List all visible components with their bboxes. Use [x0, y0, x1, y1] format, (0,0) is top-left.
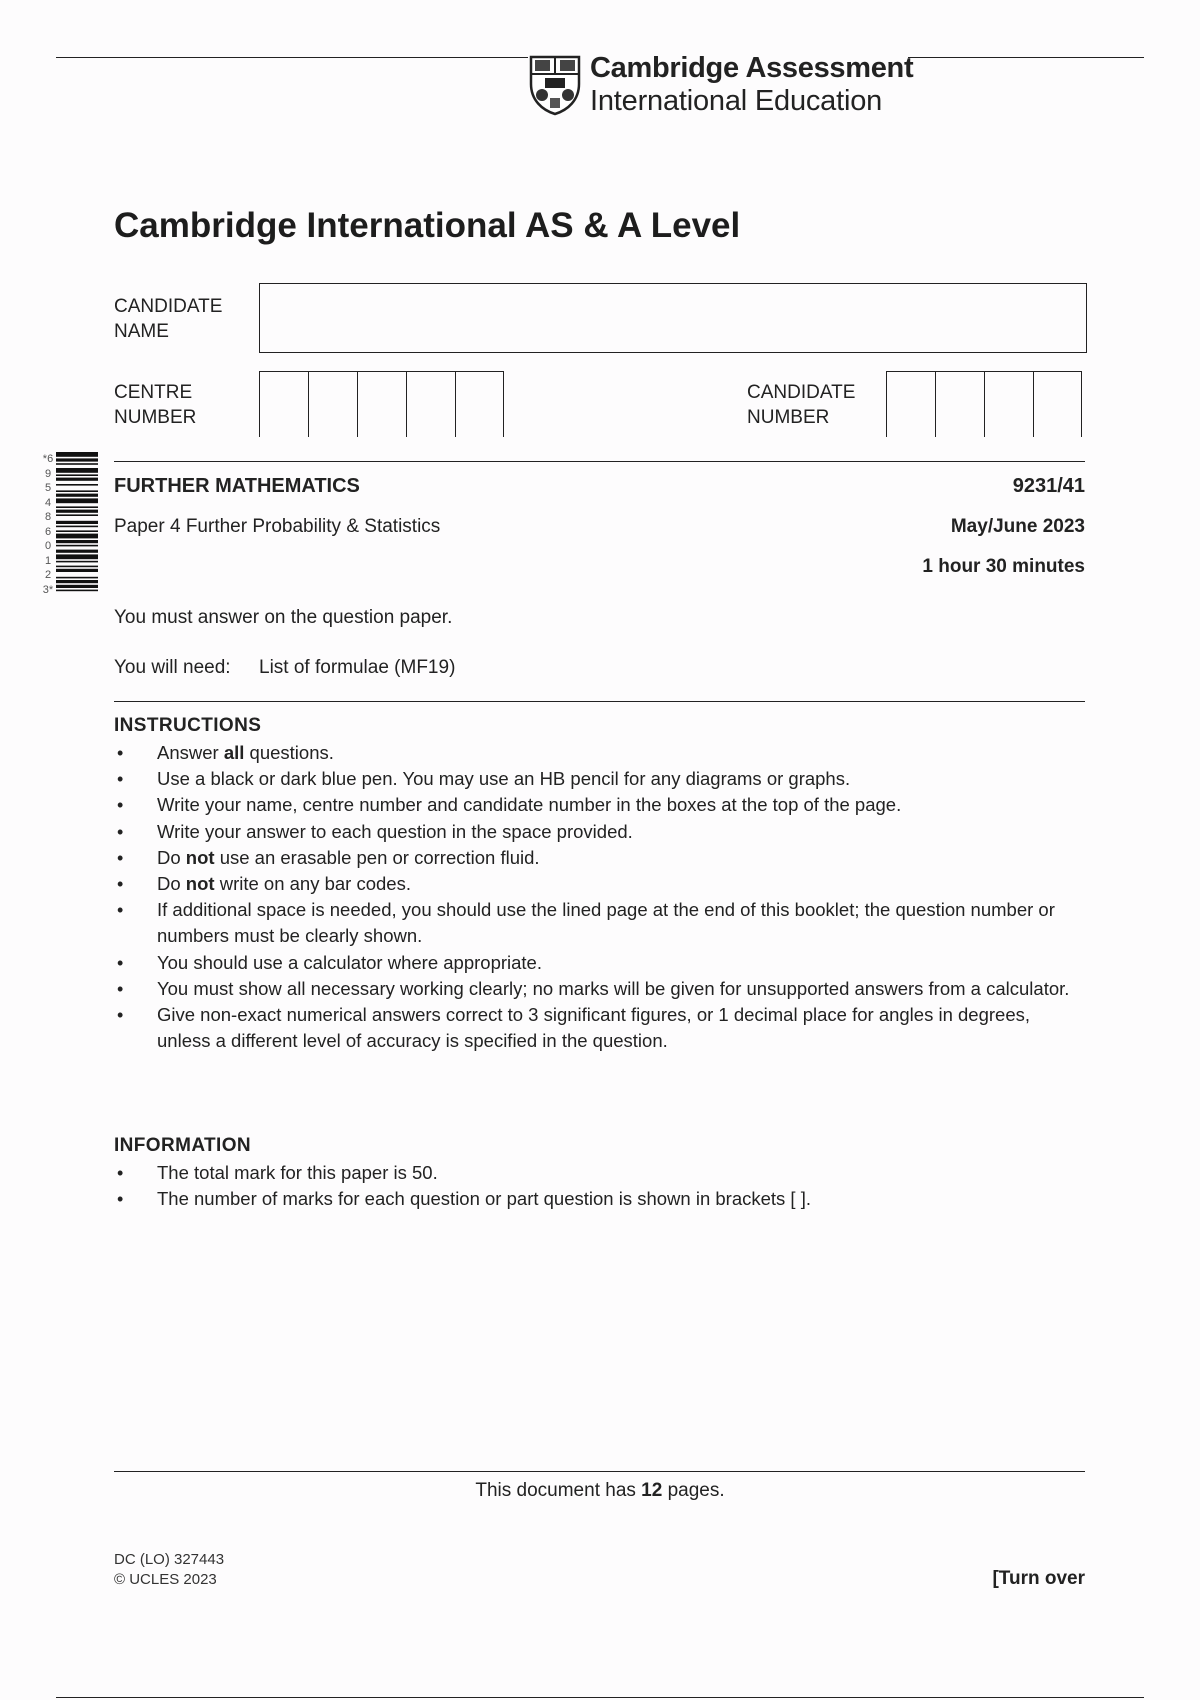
instructions-list [114, 740, 1074, 1054]
candidate-number-digit[interactable] [984, 371, 1033, 437]
centre-number-digit[interactable] [357, 371, 406, 437]
instruction-item: • If additional space is needed, you should use the lined page at the end of this booklet; the question number or numbers must be clearly shown. [114, 897, 1074, 949]
barcode-bar [56, 566, 98, 568]
logo-line-2: International Education [590, 85, 883, 117]
instruction-item: • Answer all questions. [114, 740, 1074, 766]
exam-session: May/June 2023 [950, 516, 1085, 537]
barcode-bar [56, 506, 98, 508]
barcode-bar [56, 498, 98, 503]
centre-number-digit[interactable] [308, 371, 357, 437]
centre-number-digit[interactable] [259, 371, 308, 437]
instruction-item: • Write your answer to each question in the space provided. [114, 819, 1074, 845]
barcode-bar [56, 590, 98, 592]
bottom-rule [56, 1697, 1144, 1698]
barcode-bar [56, 458, 98, 461]
centre-number-label: CENTRE NUMBER [114, 382, 197, 428]
document-code: DC (LO) 327443 [114, 1551, 225, 1568]
information-list [114, 1160, 1074, 1212]
page-count-note: This document has 12 pages. [475, 1480, 725, 1501]
barcode-bar [56, 585, 98, 588]
need-value: List of formulae (MF19) [259, 657, 456, 678]
barcode-bar [56, 452, 98, 457]
information-item: • The number of marks for each question or part question is shown in brackets [ ]. [114, 1186, 1074, 1212]
barcode-bar [56, 490, 98, 492]
instructions-heading: INSTRUCTIONS [114, 715, 262, 736]
barcode-bar [56, 514, 98, 516]
barcode-bar [56, 510, 98, 513]
barcode-bar [56, 526, 98, 528]
candidate-number-field[interactable] [886, 371, 1082, 437]
divider [114, 461, 1085, 462]
paper-title: Paper 4 Further Probability & Statistics [114, 516, 441, 537]
instruction-item: • Write your name, centre number and candidate number in the boxes at the top of the page. [114, 792, 1074, 818]
barcode-bar [56, 554, 98, 559]
centre-number-digit[interactable] [406, 371, 455, 437]
barcode-bar [56, 540, 98, 543]
subject-title: FURTHER MATHEMATICS [114, 475, 360, 497]
instruction-item: • Use a black or dark blue pen. You may use an HB pencil for any diagrams or graphs. [114, 766, 1074, 792]
barcode-bar [56, 463, 98, 465]
instruction-item: • Give non-exact numerical answers correct to 3 significant figures, or 1 decimal place for angles in degrees, unless a different level of accuracy is specified in the question. [114, 1002, 1074, 1054]
information-heading: INFORMATION [114, 1135, 252, 1156]
barcode-digits: *6954860123* [42, 453, 54, 596]
turn-over: [Turn over [992, 1568, 1085, 1589]
barcode-bar [56, 580, 98, 583]
barcode-bar [56, 550, 98, 553]
candidate-name-field[interactable] [259, 283, 1087, 353]
barcode-bar [56, 545, 98, 547]
candidate-number-digit[interactable] [935, 371, 984, 437]
instruction-item: • You must show all necessary working clearly; no marks will be given for unsupported answers from a calculator. [114, 976, 1074, 1002]
centre-number-field[interactable] [259, 371, 504, 437]
information-item: • The total mark for this paper is 50. [114, 1160, 1074, 1186]
need-label: You will need: [114, 657, 231, 678]
barcode-bar [56, 521, 98, 524]
barcode-bar [56, 474, 98, 476]
divider [114, 701, 1085, 702]
barcode-bar [56, 478, 98, 481]
barcode [56, 452, 98, 684]
centre-number-digit[interactable] [455, 371, 504, 437]
divider [114, 1471, 1085, 1472]
instruction-item: • Do not write on any bar codes. [114, 871, 1074, 897]
copyright: © UCLES 2023 [114, 1571, 217, 1588]
exam-duration: 1 hour 30 minutes [922, 556, 1085, 577]
qualification-title: Cambridge International AS & A Level [114, 206, 741, 245]
barcode-bar [56, 484, 98, 486]
candidate-number-digit[interactable] [1033, 371, 1082, 437]
paper-code: 9231/41 [1012, 475, 1085, 497]
answer-note: You must answer on the question paper. [114, 607, 453, 628]
crest-icon [528, 54, 582, 116]
candidate-name-label: CANDIDATE NAME [114, 296, 223, 342]
candidate-number-label: CANDIDATE NUMBER [747, 382, 856, 428]
page-count: 12 [641, 1480, 663, 1501]
barcode-bar [56, 534, 98, 539]
instruction-item: • You should use a calculator where appropriate. [114, 950, 1074, 976]
instruction-item: • Do not use an erasable pen or correction fluid. [114, 845, 1074, 871]
logo-line-1: Cambridge Assessment [590, 52, 914, 84]
barcode-bar [56, 530, 98, 532]
barcode-bar [56, 468, 98, 473]
candidate-number-digit[interactable] [886, 371, 935, 437]
barcode-bar [56, 577, 98, 579]
barcode-bar [56, 494, 98, 497]
barcode-bar [56, 569, 98, 572]
barcode-bar [56, 561, 98, 563]
cambridge-logo [528, 52, 914, 118]
